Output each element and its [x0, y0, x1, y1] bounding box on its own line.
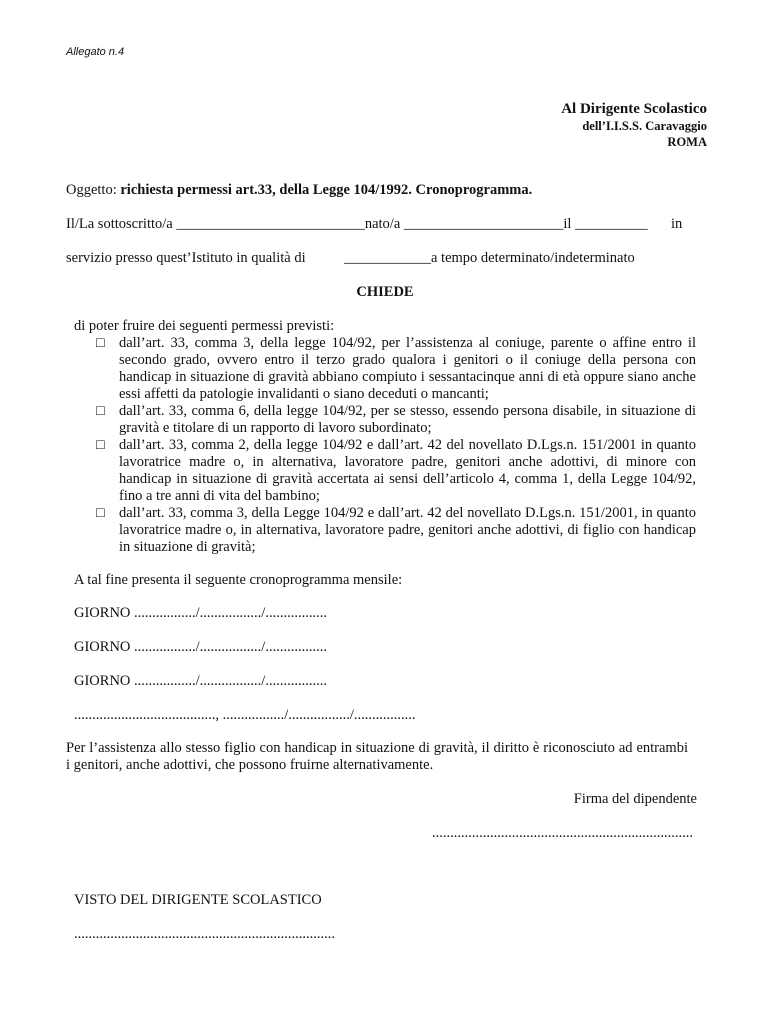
permission-options-list	[96, 335, 696, 556]
permission-option-text: dall’art. 33, comma 2, della legge 104/92 e dall’art. 42 del novellato D.Lgs.n. 151/2001 in quanto lavoratrice madre o, in alternativa, lavoratore padre, genitori anche adottivi, di minore con handicap in situazione di gravità accertata ai sensi dell’articolo 4, comma 1, della Legge 104/92, fino a tre anni di vita del bambino;	[119, 437, 696, 504]
request-intro: di poter fruire dei seguenti permessi previsti:	[74, 318, 335, 334]
recipient-city: ROMA	[667, 135, 707, 149]
schedule-row: GIORNO ................./................./.................	[74, 605, 327, 621]
checkbox-icon[interactable]: □	[96, 403, 105, 419]
subject-line	[66, 182, 532, 199]
permission-option	[96, 505, 696, 556]
declarant-line-2-text: servizio presso quest’Istituto in qualità di	[66, 250, 306, 266]
principal-approval-line: ........................................................................	[74, 926, 335, 942]
permission-option	[96, 403, 696, 437]
subject-text: richiesta permessi art.33, della Legge 104/1992. Cronoprogramma.	[120, 182, 533, 198]
permission-option-text: dall’art. 33, comma 3, della legge 104/92, per l’assistenza al coniuge, parente o affine entro il secondo grado, ovvero entro il terzo grado qualora i genitori o il coniuge della persona con handicap in situazione di gravità abbiano compiuto i sessantacinque anni di età oppure siano anche essi affetti da patologie invalidanti o siano deceduti o mancanti;	[119, 335, 696, 402]
schedule-row-extra: ......................................., ................./................./.................	[74, 707, 416, 723]
checkbox-icon[interactable]: □	[96, 437, 105, 453]
principal-approval-label: VISTO DEL DIRIGENTE SCOLASTICO	[74, 892, 322, 908]
declarant-line-1-end: in	[671, 216, 683, 232]
declarant-line-2-end: ____________a tempo determinato/indeterminato	[344, 250, 635, 266]
checkbox-icon[interactable]: □	[96, 335, 105, 351]
checkbox-icon[interactable]: □	[96, 505, 105, 521]
employee-signature-label: Firma del dipendente	[573, 791, 697, 807]
recipient-institute: dell’I.I.S.S. Caravaggio	[582, 119, 707, 133]
note-paragraph: Per l’assistenza allo stesso figlio con handicap in situazione di gravità, il diritto è riconosciuto ad entrambi i genitori, anche adottivi, che possono fruirne alternativamente.	[66, 740, 688, 773]
employee-signature-line: ........................................................................	[432, 825, 693, 841]
permission-option-text: dall’art. 33, comma 3, della Legge 104/92 e dall’art. 42 del novellato D.Lgs.n. 151/2001, in quanto lavoratrice madre o, in alternativa, lavoratore padre, genitori anche adottivi, di figlio con handicap in situazione di gravità;	[119, 505, 696, 555]
recipient-title: Al Dirigente Scolastico	[561, 101, 707, 117]
declarant-line-1-text: Il/La sottoscritto/a __________________________nato/a ______________________il __________	[66, 216, 648, 232]
request-heading: CHIEDE	[356, 284, 414, 300]
schedule-row: GIORNO ................./................./.................	[74, 639, 327, 655]
declarant-line-2	[66, 250, 635, 267]
permission-option-text: dall’art. 33, comma 6, della legge 104/92, per se stesso, essendo persona disabile, in situazione di gravità e titolare di un rapporto di lavoro subordinato;	[119, 403, 696, 436]
permission-option	[96, 335, 696, 403]
declarant-line-1	[66, 216, 683, 233]
permission-option	[96, 437, 696, 505]
schedule-intro: A tal fine presenta il seguente cronoprogramma mensile:	[74, 572, 403, 588]
schedule-row: GIORNO ................./................./.................	[74, 673, 327, 689]
subject-label: Oggetto:	[66, 182, 121, 198]
attachment-label: Allegato n.4	[66, 46, 125, 58]
